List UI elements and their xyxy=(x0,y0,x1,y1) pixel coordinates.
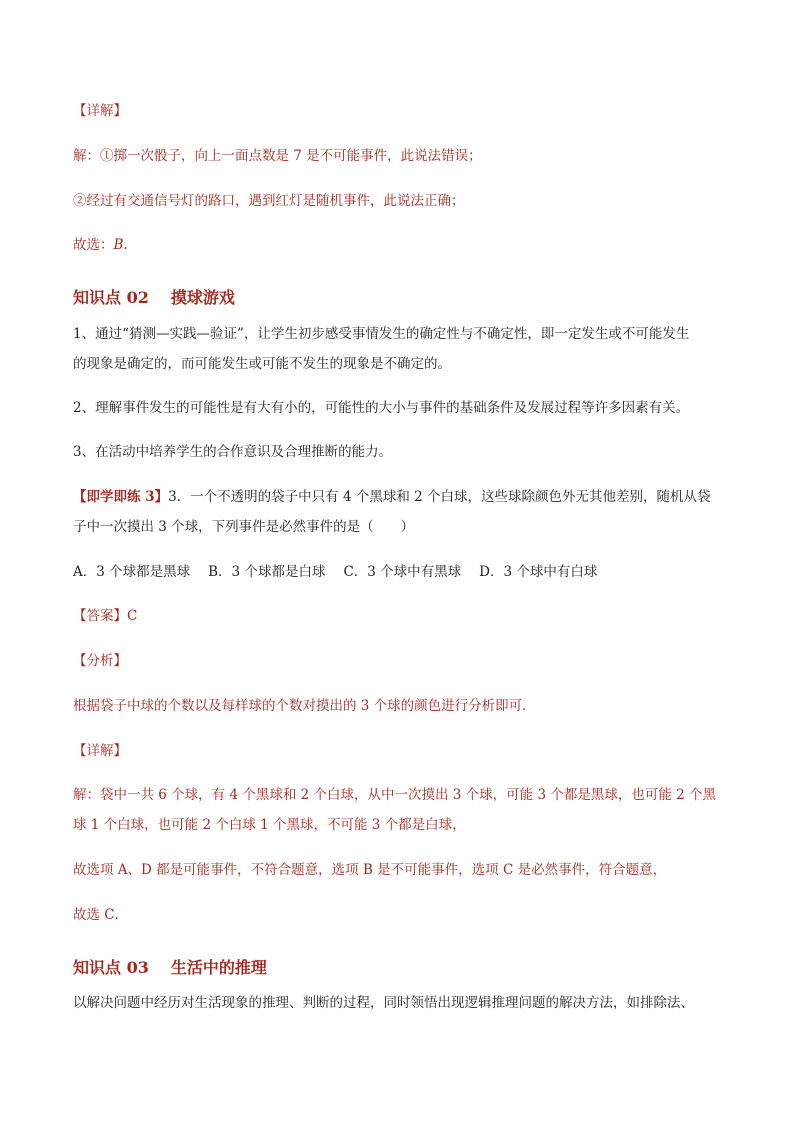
kp02-title: 摸球游戏 xyxy=(170,288,235,307)
kp02-item2: 2、理解事件发生的可能性是有大有小的，可能性的大小与事件的基础条件及发展过程等许多因素有关。 xyxy=(73,400,690,416)
exercise-question-line1: 【即学即练 3】3．一个不透明的袋子中只有 4 个黑球和 2 个白球，这些球除颜色外无其他差别，随机从袋 xyxy=(73,489,711,505)
kp02-item1-line1: 1、通过“猜测—实践—验证”，让学生初步感受事情发生的确定性与不确定性，即一定发生或不可能发生 xyxy=(73,326,690,342)
kp02-item1-line2: 的现象是确定的，而可能发生或可能不发生的现象是不确定的。 xyxy=(73,356,451,372)
analysis-label: 【分析】 xyxy=(73,653,127,669)
kp02-number: 知识点 02 xyxy=(73,288,149,307)
exercise-detail-line3: 故选项 A、D 都是可能事件，不符合题意，选项 B 是不可能事件，选项 C 是必然事件，符合题意， xyxy=(73,862,667,878)
kp03-line1: 以解决问题中经历对生活现象的推理、判断的过程，同时领悟出现逻辑推理问题的解决方法，如排除法、 xyxy=(73,995,694,1011)
exercise-options xyxy=(73,562,597,582)
option-b: B．3 个球都是白球 xyxy=(208,564,326,580)
option-a: A．3 个球都是黑球 xyxy=(73,564,191,580)
kp02-item3: 3、在活动中培养学生的合作意识及合理推断的能力。 xyxy=(73,444,393,460)
choose-prefix: 故选： xyxy=(73,237,114,253)
exercise-tag: 【即学即练 3】 xyxy=(73,489,169,505)
kp02-heading xyxy=(73,285,235,308)
exercise-detail-label: 【详解】 xyxy=(73,743,127,759)
analysis-text: 根据袋子中球的个数以及每样球的个数对摸出的 3 个球的颜色进行分析即可． xyxy=(73,698,536,714)
kp03-number: 知识点 03 xyxy=(73,958,149,977)
exercise-detail-line1: 解：袋中一共 6 个球，有 4 个黑球和 2 个白球，从中一次摸出 3 个球，可能 3 个都是黑球，也可能 2 个黑 xyxy=(73,787,717,803)
detail-line-2: ②经过有交通信号灯的路口，遇到红灯是随机事件，此说法正确； xyxy=(73,193,465,209)
option-c: C．3 个球中有黑球 xyxy=(343,564,462,580)
detail-label: 【详解】 xyxy=(73,103,127,119)
answer-value: C xyxy=(127,608,138,624)
detail-line-3 xyxy=(73,235,128,255)
answer-label: 【答案】 xyxy=(73,608,127,624)
detail-line-1: 解：①掷一次骰子，向上一面点数是 7 是不可能事件，此说法错误； xyxy=(73,148,482,164)
option-d: D．3 个球中有白球 xyxy=(479,564,598,580)
kp03-title: 生活中的推理 xyxy=(170,958,267,977)
kp03-heading xyxy=(73,955,267,978)
exercise-question-line2: 子中一次摸出 3 个球，下列事件是必然事件的是（ ） xyxy=(73,519,415,535)
choose-answer: B. xyxy=(113,237,128,253)
exercise-detail-line4: 故选 C． xyxy=(73,907,129,923)
exercise-detail-line2: 球 1 个白球，也可能 2 个白球 1 个黑球，不可能 3 个都是白球， xyxy=(73,817,466,833)
answer-line xyxy=(73,606,137,626)
